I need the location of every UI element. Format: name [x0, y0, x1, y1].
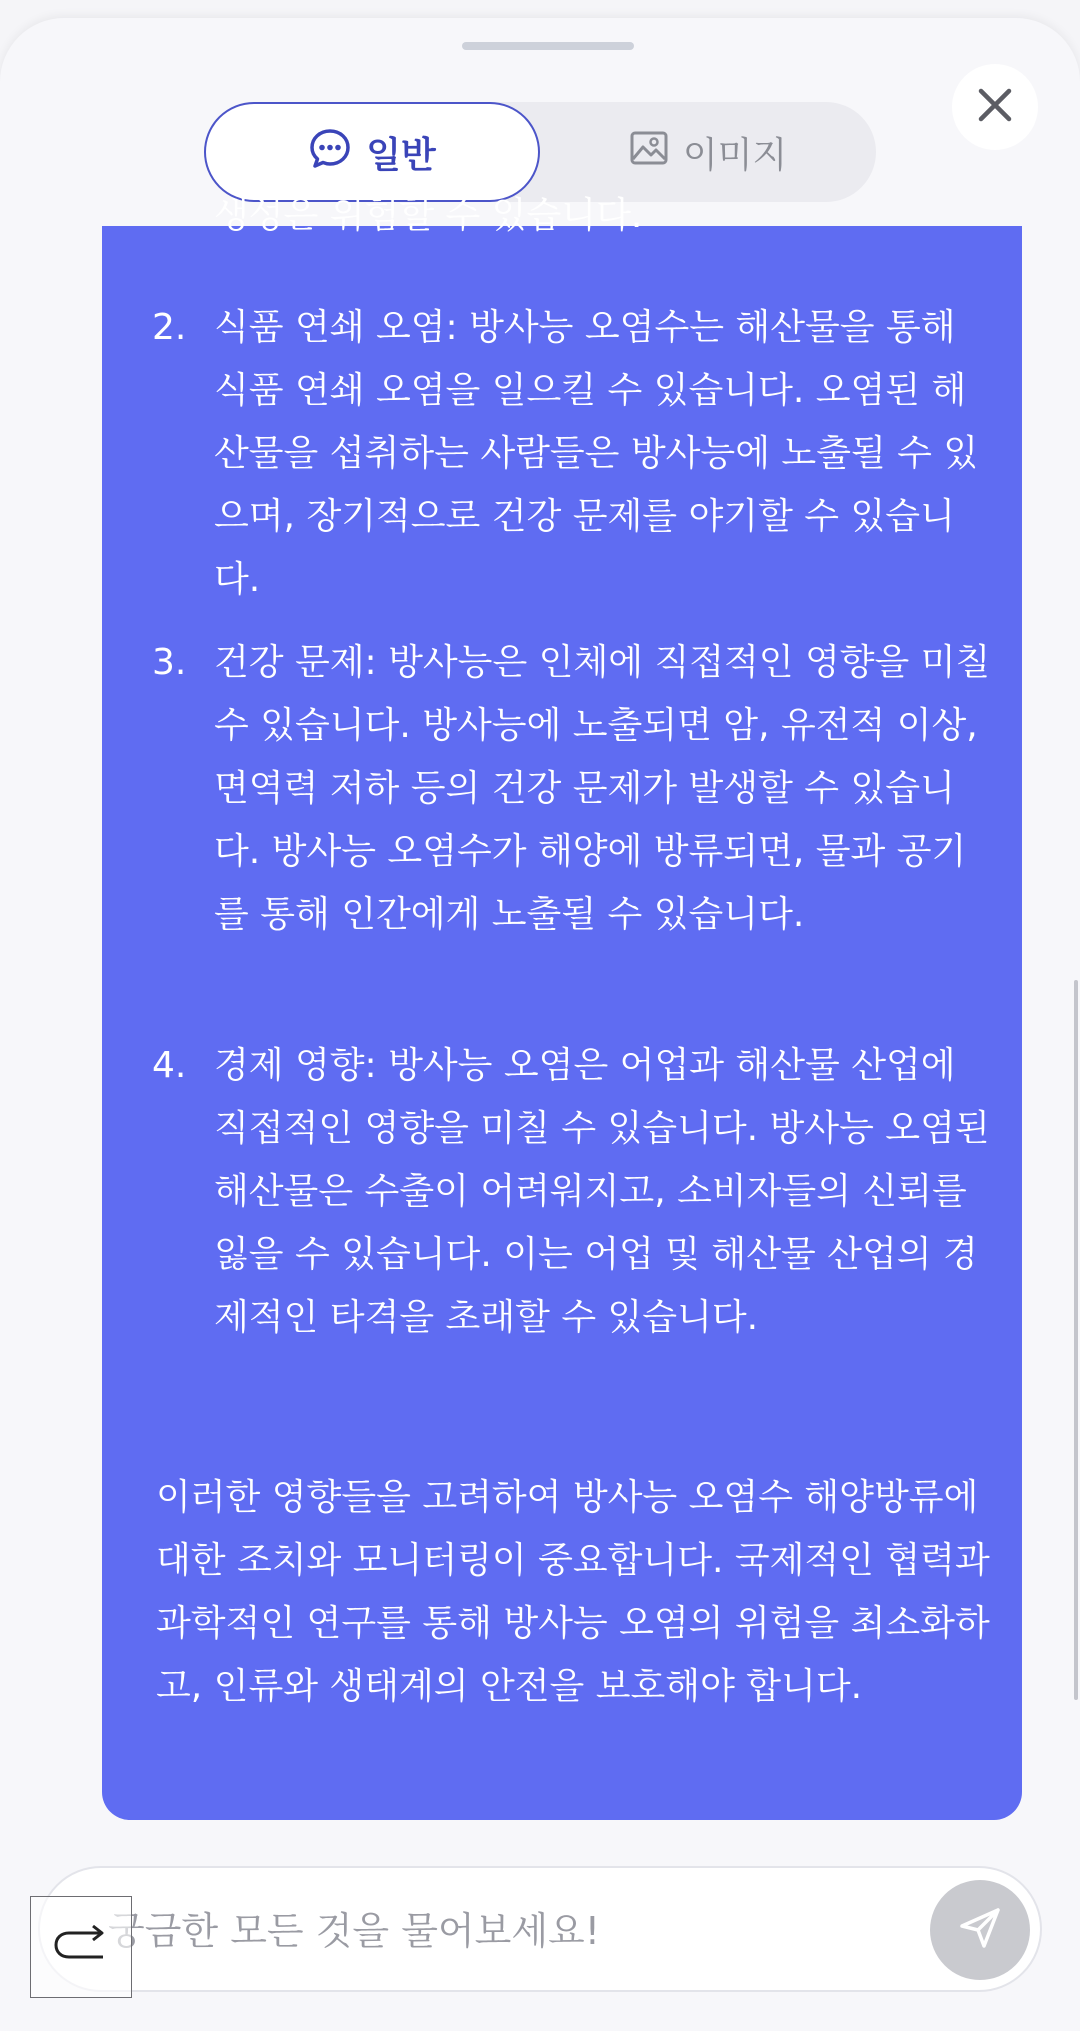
clipped-text-line: 생성은 위험할 수 있습니다. — [214, 195, 643, 236]
redo-button[interactable] — [30, 1896, 132, 1998]
drag-handle[interactable] — [462, 42, 634, 50]
list-number: 3. — [152, 642, 187, 683]
tab-image-label: 이미지 — [682, 134, 788, 176]
chat-bubble-icon — [308, 126, 352, 179]
redo-arrow-icon — [51, 1923, 111, 1971]
tab-general-label: 일반 — [366, 134, 436, 176]
list-number: 2. — [152, 307, 187, 348]
send-button[interactable] — [930, 1880, 1030, 1980]
close-button[interactable] — [952, 64, 1038, 150]
list-item-text: 식품 연쇄 오염: 방사능 오염수는 해산물을 통해 식품 연쇄 오염을 일으킬 수 있습니다. 오염된 해산물을 섭취하는 사람들은 방사능에 노출될 수 있으며, 장기적으로 건강 문제를 야기할 수 있습니다. — [214, 307, 979, 600]
summary-paragraph: 이러한 영향들을 고려하여 방사능 오염수 해양방류에 대한 조치와 모니터링이 중요합니다. 국제적인 협력과 과학적인 연구를 통해 방사능 오염의 위험을 최소화하고, 인류와 생태계의 안전을 보호해야 합니다. — [156, 1477, 990, 1707]
scrollbar[interactable] — [1074, 980, 1078, 1700]
send-icon — [954, 1902, 1006, 1958]
image-icon — [629, 130, 669, 175]
list-number: 4. — [152, 1045, 187, 1086]
assistant-message-bubble — [102, 195, 1022, 1820]
message-composer — [38, 1866, 1042, 1992]
list-item-text: 건강 문제: 방사능은 인체에 직접적인 영향을 미칠 수 있습니다. 방사능에 노출되면 암, 유전적 이상, 면역력 저하 등의 건강 문제가 발생할 수 있습니다. 방사능 오염수가 해양에 방류되면, 물과 공기를 통해 인간에게 노출될 수 있습니다. — [214, 642, 991, 935]
close-icon — [975, 85, 1015, 129]
message-input[interactable] — [106, 1896, 930, 1966]
list-item-text: 경제 영향: 방사능 오염은 어업과 해산물 산업에 직접적인 영향을 미칠 수 있습니다. 방사능 오염된 해산물은 수출이 어려워지고, 소비자들의 신뢰를 잃을 수 있습니다. 이는 어업 및 해산물 산업의 경제적인 타격을 초래할 수 있습니다. — [214, 1045, 990, 1338]
